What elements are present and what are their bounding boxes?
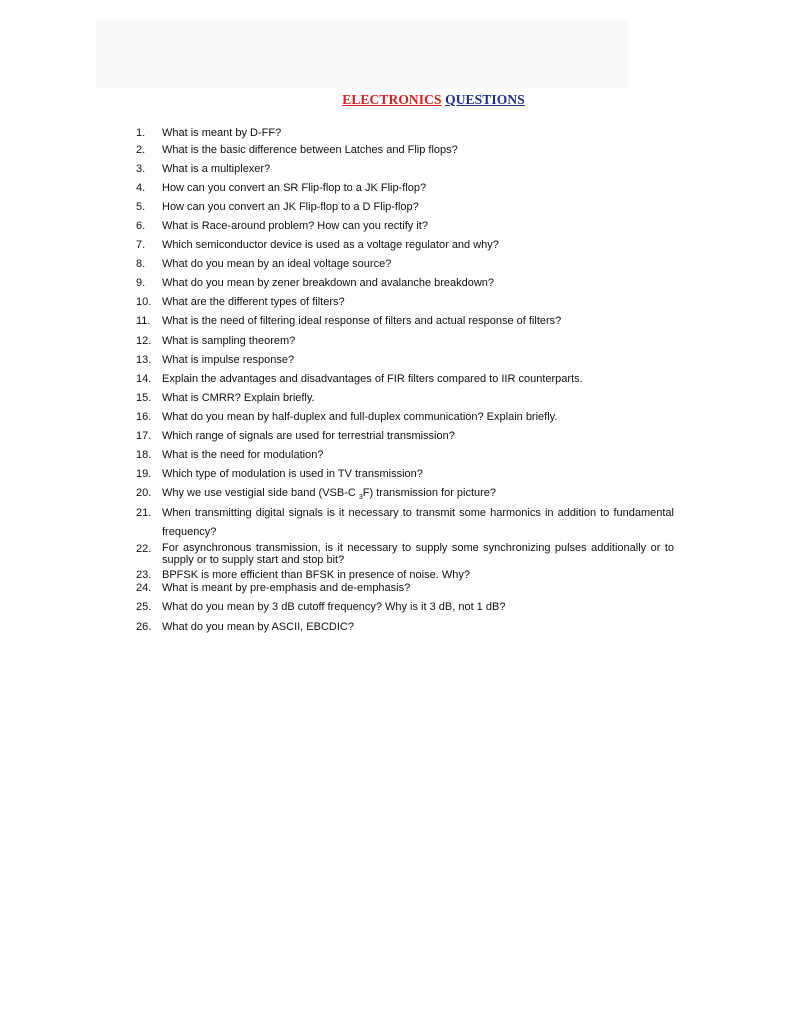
- question-text: Which range of signals are used for terrestrial transmission?: [162, 430, 455, 442]
- question-number: 21.: [136, 507, 152, 519]
- question-number: 1.: [136, 127, 146, 139]
- question-number: 14.: [136, 373, 152, 385]
- question-text: How can you convert an JK Flip-flop to a D Flip-flop?: [162, 201, 419, 213]
- question-text: What is sampling theorem?: [162, 335, 296, 347]
- question-text: What is the need of filtering ideal response of filters and actual response of filters?: [162, 315, 562, 327]
- title-electronics: ELECTRONICS: [342, 92, 442, 107]
- question-text: What is impulse response?: [162, 354, 295, 366]
- question-text: What is the need for modulation?: [162, 449, 324, 461]
- question-number: 11.: [136, 315, 151, 327]
- question-number: 15.: [136, 392, 152, 404]
- question-number: 25.: [136, 601, 152, 613]
- question-number: 3.: [136, 163, 146, 175]
- question-text: Why we use vestigial side band (VSB-C $_3$F) transmission for picture?: [162, 487, 497, 502]
- question-number: 6.: [136, 220, 146, 232]
- question-text: How can you convert an SR Flip-flop to a JK Flip-flop?: [162, 182, 427, 194]
- title-questions: QUESTIONS: [445, 92, 525, 107]
- question-number: 12.: [136, 335, 152, 347]
- question-number: 26.: [136, 621, 152, 633]
- question-number: 19.: [136, 468, 152, 480]
- question-text: Explain the advantages and disadvantages of FIR filters compared to IIR counterparts.: [162, 373, 583, 385]
- question-text: What do you mean by half-duplex and full-duplex communication? Explain briefly.: [162, 411, 558, 423]
- question-text: Which type of modulation is used in TV transmission?: [162, 468, 423, 480]
- question-text: What is CMRR? Explain briefly.: [162, 392, 315, 404]
- question-text: When transmitting digital signals is it necessary to transmit some harmonics in addition to fundamental frequency?: [162, 507, 674, 538]
- question-text: BPFSK is more efficient than BFSK in presence of noise. Why?: [162, 569, 470, 581]
- question-text: What is a multiplexer?: [162, 163, 271, 175]
- question-text: What do you mean by an ideal voltage source?: [162, 258, 392, 270]
- question-text: What is meant by D-FF?: [162, 127, 282, 139]
- question-number: 20.: [136, 487, 152, 499]
- question-text: What do you mean by zener breakdown and avalanche breakdown?: [162, 277, 495, 289]
- question-text: What are the different types of filters?: [162, 296, 345, 308]
- question-number: 7.: [136, 239, 146, 251]
- question-text: What is meant by pre-emphasis and de-emphasis?: [162, 582, 411, 594]
- question-number: 16.: [136, 411, 152, 423]
- question-number: 5.: [136, 201, 146, 213]
- question-number: 9.: [136, 277, 146, 289]
- question-number: 18.: [136, 449, 152, 461]
- question-number: 4.: [136, 182, 146, 194]
- question-text: What do you mean by ASCII, EBCDIC?: [162, 621, 354, 633]
- question-text: What is the basic difference between Latches and Flip flops?: [162, 144, 458, 156]
- question-text: What do you mean by 3 dB cutoff frequency? Why is it 3 dB, not 1 dB?: [162, 601, 506, 613]
- question-number: 10.: [136, 296, 152, 308]
- question-text: For asynchronous transmission, is it necessary to supply some synchronizing pulses additionally or to supply or to supply start and stop bit?: [162, 542, 674, 566]
- question-text: Which semiconductor device is used as a voltage regulator and why?: [162, 239, 499, 251]
- question-number: 17.: [136, 430, 152, 442]
- question-number: 13.: [136, 354, 152, 366]
- question-number: 23.: [136, 569, 152, 581]
- question-number: 8.: [136, 258, 146, 270]
- question-text: What is Race-around problem? How can you rectify it?: [162, 220, 428, 232]
- question-number: 2.: [136, 144, 146, 156]
- question-number: 24.: [136, 582, 152, 594]
- question-number: 22.: [136, 543, 152, 555]
